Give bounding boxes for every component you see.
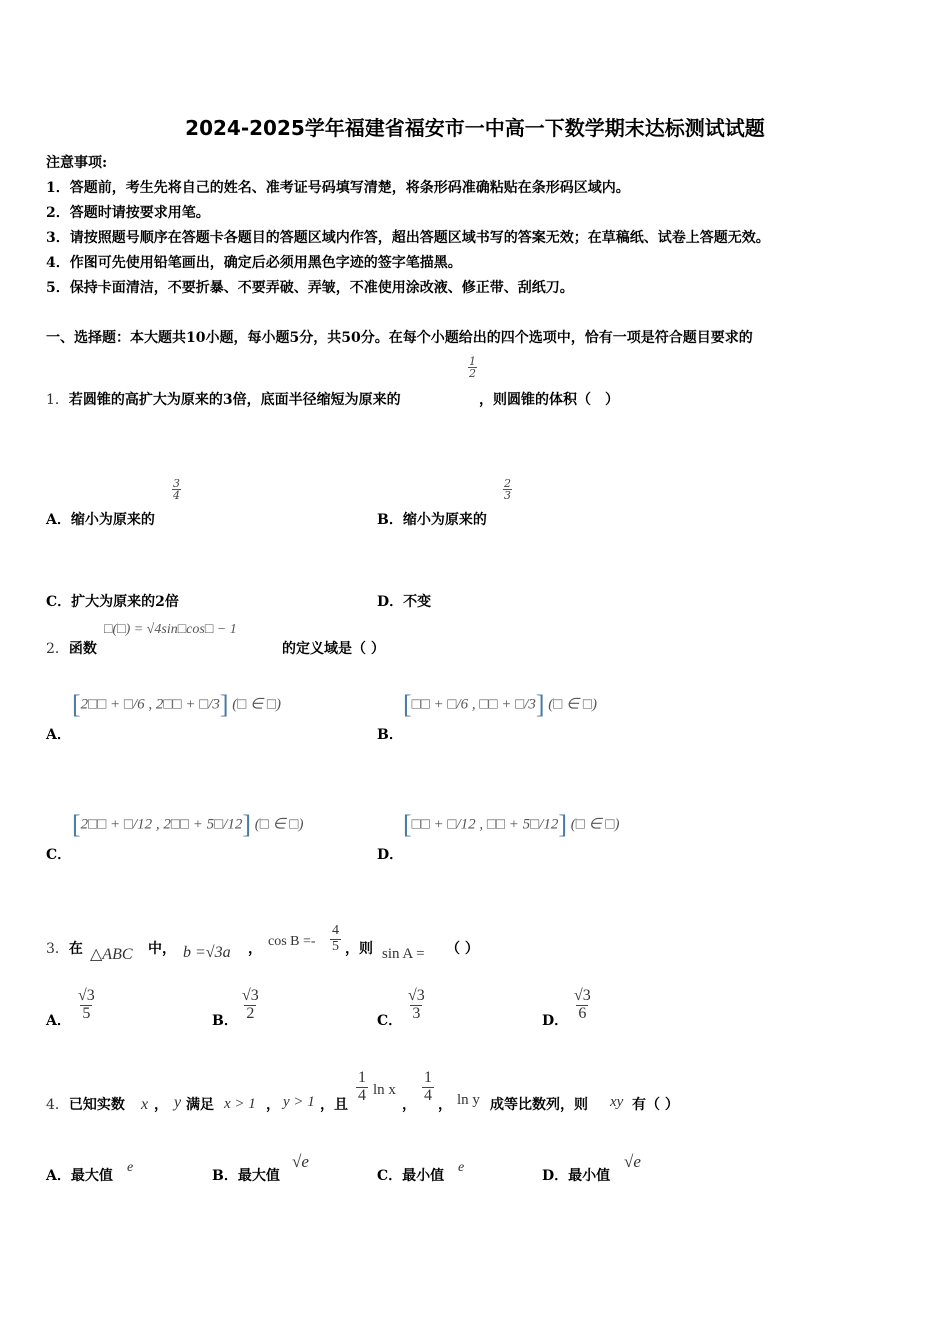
q2-option-b[interactable]: B． bbox=[377, 727, 403, 743]
option-text: 最小值 bbox=[568, 1168, 611, 1184]
q2-option-b-formula: [□□ + □/6 , □□ + □/3] (□ ∈ □) bbox=[403, 690, 597, 719]
separator: ， bbox=[248, 941, 262, 957]
q4-sep-2 bbox=[266, 1094, 280, 1114]
q4-fraction-2 bbox=[422, 1070, 434, 1105]
q3-option-b[interactable]: B． bbox=[212, 1013, 238, 1029]
q4-sep-4 bbox=[438, 1094, 452, 1114]
fraction-denominator: 2 bbox=[469, 367, 476, 380]
question-1 bbox=[46, 389, 401, 409]
option-label: D． bbox=[542, 1168, 569, 1184]
option-label: D． bbox=[377, 594, 404, 610]
separator: ， bbox=[438, 1097, 452, 1113]
q1-fraction bbox=[468, 356, 477, 379]
q1-option-a[interactable] bbox=[46, 509, 155, 529]
question-text: 的定义域是（ ） bbox=[282, 641, 385, 657]
q2-option-d-formula: [□□ + □/12 , □□ + 5□/12] (□ ∈ □) bbox=[403, 810, 620, 839]
option-text: 缩小为原来的 bbox=[402, 512, 487, 528]
question-text: ，且 bbox=[320, 1097, 348, 1113]
section-heading: 一、选择题：本大题共10小题，每小题5分，共50分。在每个小题给出的四个选项中，恰有一项是符合题目要求的 bbox=[46, 330, 753, 346]
q3-triangle: △ABC bbox=[90, 946, 133, 963]
q3-ask: sin A = bbox=[382, 946, 425, 962]
option-label: C． bbox=[46, 594, 72, 610]
interval-expression: 2□□ + □/6 , 2□□ + □/3 bbox=[80, 696, 220, 713]
interval-expression: □□ + □/12 , □□ + 5□/12 bbox=[411, 816, 559, 833]
option-label: A． bbox=[46, 512, 71, 528]
q4-var-y: y bbox=[174, 1094, 182, 1111]
q4-option-d-value: √e bbox=[624, 1152, 641, 1171]
question-1-tail bbox=[479, 389, 619, 409]
q4-sep-3 bbox=[402, 1094, 416, 1114]
fraction-numerator: √3 bbox=[242, 987, 259, 1004]
question-3 bbox=[46, 938, 83, 958]
question-text: 函数 bbox=[68, 641, 97, 657]
option-label: A． bbox=[46, 1168, 71, 1184]
notice-item-1: 1．答题前，考生先将自己的姓名、准考证号码填写清楚，将条形码准确粘贴在条形码区域内。 bbox=[46, 180, 630, 196]
fraction-numerator: √3 bbox=[574, 987, 591, 1004]
q4-ln-x: ln x bbox=[373, 1082, 396, 1098]
q3-option-a[interactable]: A． bbox=[46, 1013, 71, 1029]
q4-text-e bbox=[632, 1094, 679, 1114]
option-text: 扩大为原来的2倍 bbox=[71, 594, 179, 610]
q4-option-c[interactable] bbox=[377, 1165, 444, 1185]
question-3-tail bbox=[446, 938, 479, 958]
notice-heading: 注意事项: bbox=[46, 155, 108, 171]
notice-item-2: 2．答题时请按要求用笔。 bbox=[46, 205, 210, 221]
option-text: 不变 bbox=[403, 594, 432, 610]
q4-option-b-value: √e bbox=[292, 1152, 309, 1171]
question-text: 在 bbox=[68, 941, 83, 957]
q4-option-a-value: e bbox=[127, 1160, 134, 1175]
fraction-numerator: √3 bbox=[78, 987, 95, 1004]
q4-cond-1: x > 1 bbox=[224, 1096, 256, 1112]
q3-condition-2-fraction bbox=[330, 924, 341, 954]
question-number: 2． bbox=[46, 641, 69, 657]
fraction-denominator: 3 bbox=[504, 489, 511, 502]
q4-xy: xy bbox=[610, 1094, 624, 1110]
question-2 bbox=[46, 638, 97, 658]
q3-option-a-value bbox=[78, 988, 95, 1023]
fraction-numerator: √3 bbox=[408, 987, 425, 1004]
question-number: 4． bbox=[46, 1097, 69, 1113]
question-3-part-c bbox=[345, 938, 373, 958]
fraction-numerator: 4 bbox=[332, 923, 339, 938]
q4-ln-y: ln y bbox=[457, 1092, 480, 1108]
fraction-numerator: 2 bbox=[504, 477, 511, 490]
notice-item-5: 5．保持卡面清洁，不要折暴、不要弄破、弄皱，不准使用涂改液、修正带、刮纸刀。 bbox=[46, 280, 574, 296]
fraction-denominator: 4 bbox=[358, 1086, 366, 1104]
q4-fraction-1 bbox=[356, 1070, 368, 1105]
fraction-numerator: 3 bbox=[173, 477, 180, 490]
question-text: 若圆锥的高扩大为原来的3倍，底面半径缩短为原来的 bbox=[68, 392, 401, 408]
q3-option-d-value bbox=[574, 988, 591, 1023]
question-2-tail bbox=[282, 638, 385, 658]
q3-option-d[interactable]: D． bbox=[542, 1013, 569, 1029]
q4-option-b[interactable] bbox=[212, 1165, 280, 1185]
question-4 bbox=[46, 1094, 125, 1114]
q3-separator bbox=[248, 938, 262, 958]
q4-text-d bbox=[490, 1094, 588, 1114]
q2-function-formula: □(□) = √4sin□cos□ − 1 bbox=[104, 622, 237, 637]
q4-option-c-value: e bbox=[458, 1160, 465, 1175]
q3-option-c[interactable]: C． bbox=[377, 1013, 403, 1029]
fraction-denominator: 5 bbox=[82, 1004, 91, 1022]
q1-option-c[interactable] bbox=[46, 591, 179, 611]
page-title: 2024-2025学年福建省福安市一中高一下数学期末达标测试试题 bbox=[185, 116, 765, 140]
q3-option-b-value bbox=[242, 988, 259, 1023]
fraction-denominator: 6 bbox=[578, 1004, 587, 1022]
fraction-numerator: 1 bbox=[469, 355, 476, 368]
fraction-denominator: 4 bbox=[424, 1086, 432, 1104]
option-text: 最大值 bbox=[70, 1168, 113, 1184]
question-text: 满足 bbox=[186, 1097, 214, 1113]
fraction-denominator: 3 bbox=[412, 1004, 421, 1022]
question-number: 3． bbox=[46, 941, 69, 957]
fraction-numerator: 1 bbox=[358, 1069, 366, 1086]
interval-expression: 2□□ + □/12 , 2□□ + 5□/12 bbox=[80, 816, 243, 833]
question-text: ，则圆锥的体积（ ） bbox=[479, 392, 619, 408]
question-number: 1． bbox=[46, 392, 69, 408]
question-text: 有（ ） bbox=[632, 1097, 679, 1113]
interval-condition: (□ ∈ □) bbox=[570, 816, 620, 833]
q3-condition-2: cos B =- bbox=[268, 934, 316, 949]
question-3-part bbox=[148, 938, 176, 958]
fraction-denominator: 5 bbox=[332, 938, 339, 954]
separator: ， bbox=[402, 1097, 416, 1113]
separator: ， bbox=[266, 1097, 280, 1113]
q2-option-a-formula: [2□□ + □/6 , 2□□ + □/3] (□ ∈ □) bbox=[72, 690, 281, 719]
q2-option-d[interactable]: D． bbox=[377, 847, 404, 863]
interval-condition: (□ ∈ □) bbox=[254, 816, 304, 833]
option-label: C． bbox=[377, 1168, 403, 1184]
question-text: 中， bbox=[148, 941, 176, 957]
question-text: 成等比数列，则 bbox=[490, 1097, 588, 1113]
separator: ， bbox=[154, 1097, 168, 1113]
question-text: ，则 bbox=[345, 941, 373, 957]
notice-item-3: 3．请按照题号顺序在答题卡各题目的答题区域内作答，超出答题区域书写的答案无效；在草稿纸、试卷上答题无效。 bbox=[46, 230, 770, 246]
q4-var-x: x bbox=[141, 1096, 149, 1113]
interval-condition: (□ ∈ □) bbox=[548, 696, 597, 713]
q1-option-a-fraction bbox=[172, 478, 181, 501]
fraction-numerator: 1 bbox=[424, 1069, 432, 1086]
q4-sep-1 bbox=[154, 1094, 168, 1114]
interval-condition: (□ ∈ □) bbox=[232, 696, 281, 713]
q2-option-c[interactable]: C． bbox=[46, 847, 72, 863]
option-label: B． bbox=[212, 1168, 238, 1184]
q1-option-d[interactable] bbox=[377, 591, 431, 611]
q4-option-a[interactable] bbox=[46, 1165, 113, 1185]
q4-cond-2: y > 1 bbox=[283, 1094, 315, 1110]
q3-option-c-value bbox=[408, 988, 425, 1023]
question-text: （ ） bbox=[446, 941, 479, 957]
q1-option-b[interactable] bbox=[377, 509, 487, 529]
interval-expression: □□ + □/6 , □□ + □/3 bbox=[411, 696, 536, 713]
option-text: 缩小为原来的 bbox=[70, 512, 155, 528]
notice-item-4: 4．作图可先使用铅笔画出，确定后必须用黑色字迹的签字笔描黑。 bbox=[46, 255, 462, 271]
fraction-denominator: 4 bbox=[173, 489, 180, 502]
option-label: B． bbox=[377, 512, 403, 528]
question-text: 已知实数 bbox=[68, 1097, 125, 1113]
option-text: 最小值 bbox=[402, 1168, 445, 1184]
q4-option-d[interactable] bbox=[542, 1165, 610, 1185]
q4-text-c bbox=[320, 1094, 348, 1114]
q2-option-a[interactable]: A． bbox=[46, 727, 71, 743]
q1-option-b-fraction bbox=[503, 478, 512, 501]
fraction-denominator: 2 bbox=[246, 1004, 255, 1022]
q4-text-b bbox=[186, 1094, 214, 1114]
q2-option-c-formula: [2□□ + □/12 , 2□□ + 5□/12] (□ ∈ □) bbox=[72, 810, 304, 839]
q3-condition-1: b =√3a bbox=[183, 944, 231, 961]
option-text: 最大值 bbox=[237, 1168, 280, 1184]
